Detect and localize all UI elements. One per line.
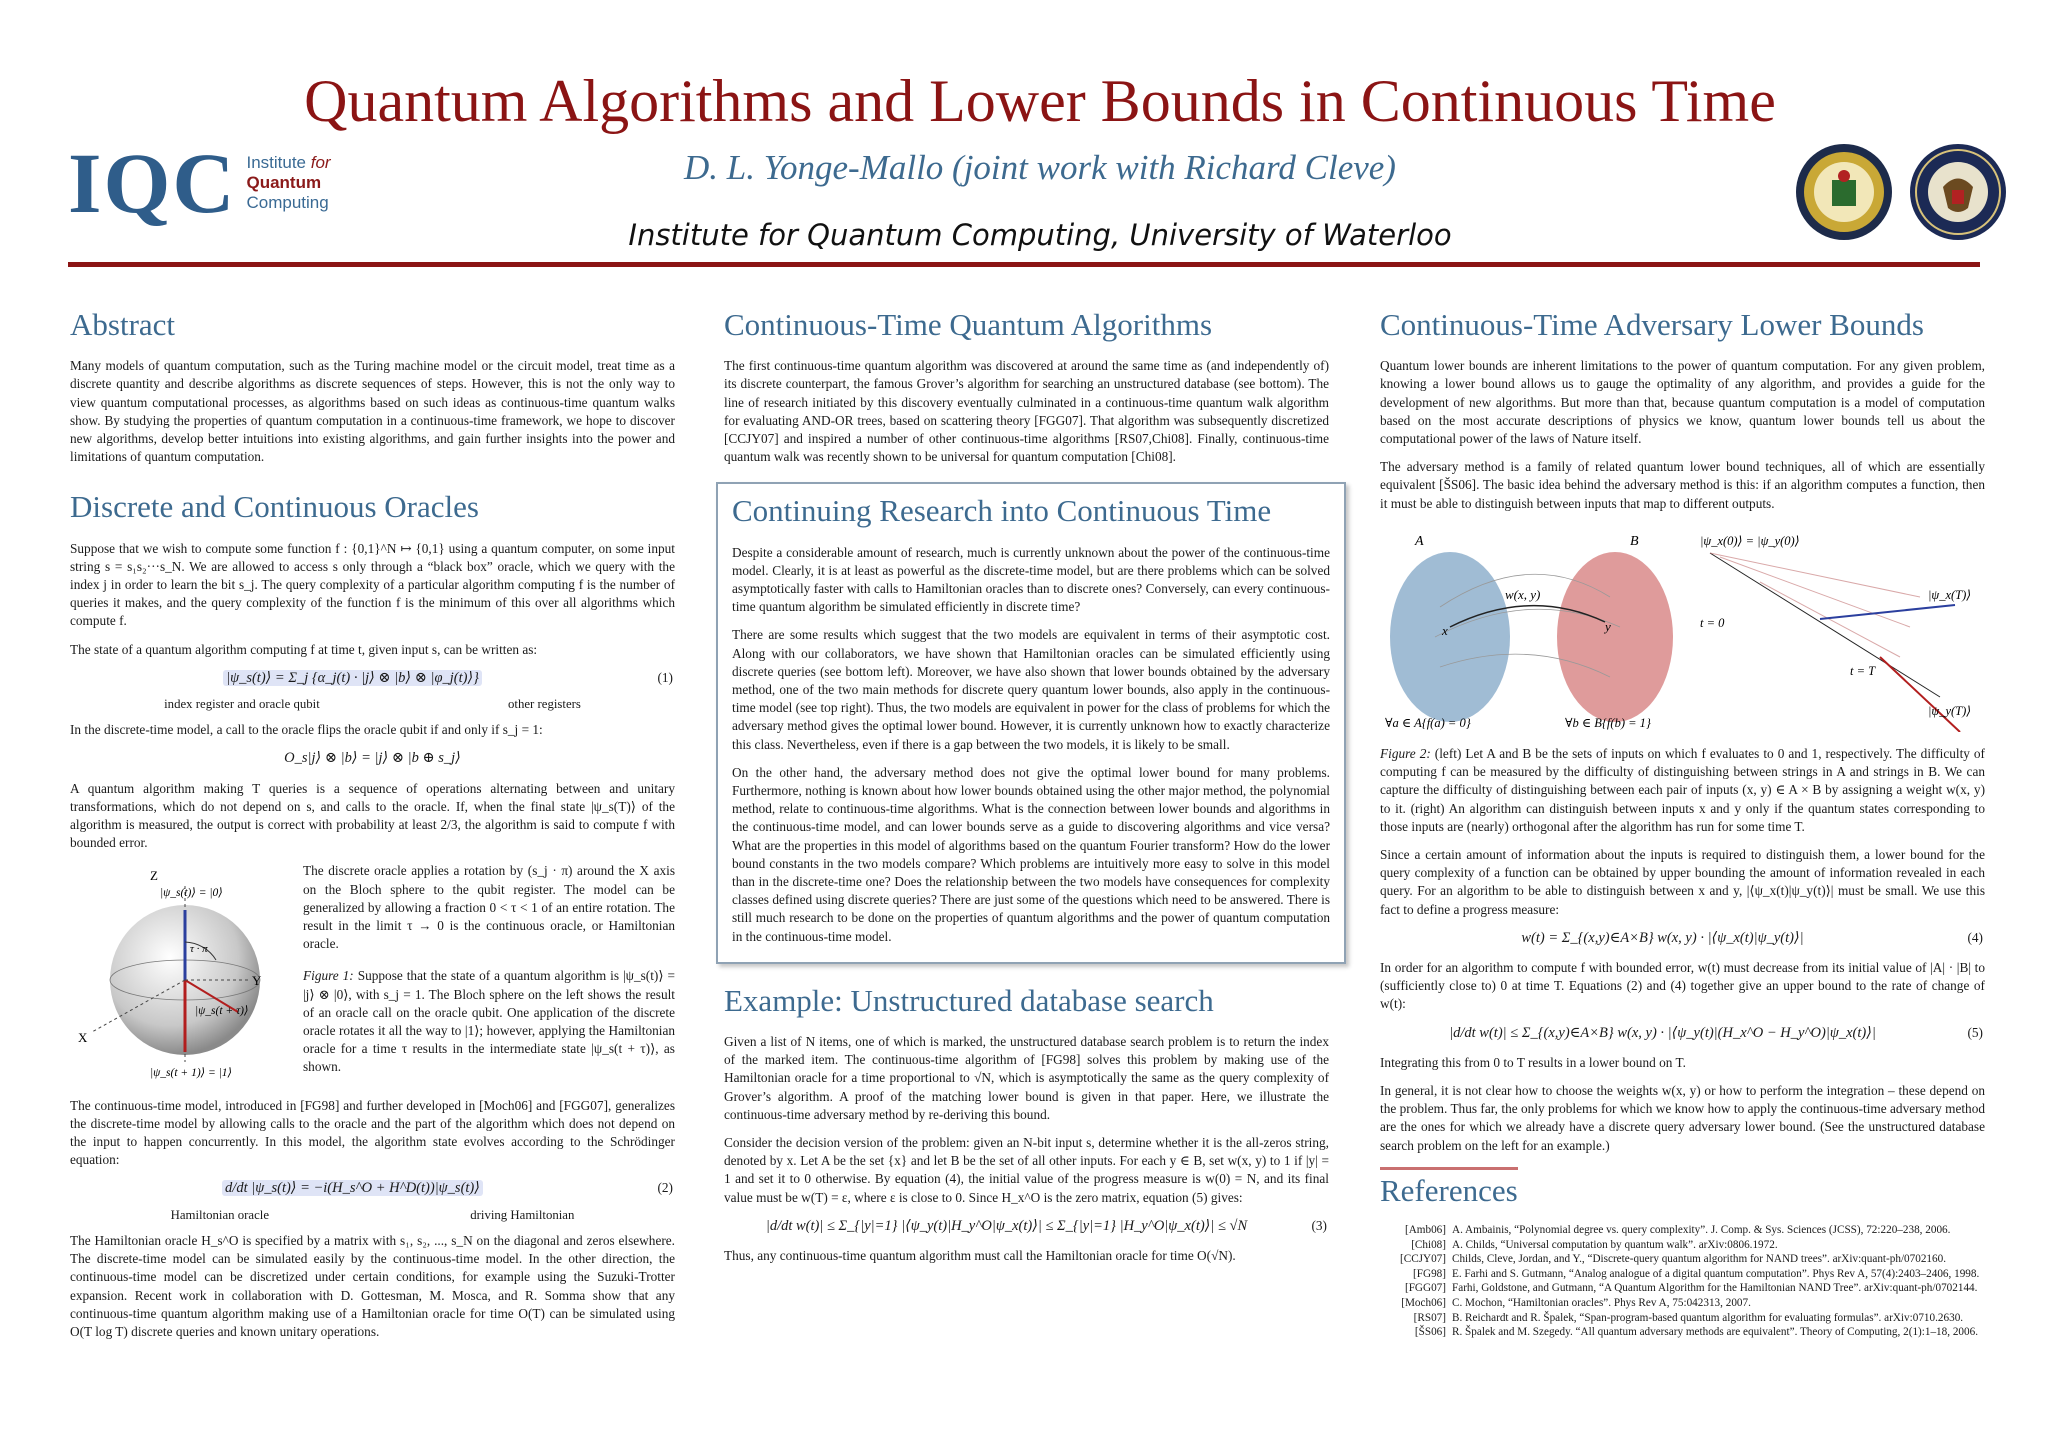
figure-1-label: Figure 1: [303, 968, 354, 984]
example-paragraph-1: Given a list of N items, one of which is marked, the unstructured database search problem is to return the index of the marked item. The continuous-time algorithm of [FG98] solves this problem by making use of the Hamiltonian oracle for a time proportional to √N, which is asymptotically the same as the query complexity of Grover’s algorithm. A proof of the matching lower bound is given in that paper. Here, we illustrate the continuous-time adversary method by re-deriving this bound. [724, 1034, 1329, 1122]
reference-key: [FGG07] [1404, 1282, 1446, 1295]
lower-bounds-paragraph-5: Integrating this from 0 to T results in a lower bound on T. [1380, 1054, 1686, 1070]
reference-item [1380, 1238, 1985, 1253]
reference-item [1380, 1311, 1985, 1326]
lower-bounds-paragraph-1: Quantum lower bounds are inherent limitations to the power of quantum computation. For any given problem, knowing a lower bound allows us to gauge the optimality of any algorithm, and provides a guide for the development of new algorithms. But more than that, because quantum computation is a model of computation based on the most accurate descriptions of physics we know, quantum lower bounds tell us about the computational power of the laws of Nature itself. [1380, 358, 1985, 446]
logo-line2: Quantum [246, 173, 322, 192]
oracles-paragraph-4: A quantum algorithm making T queries is a sequence of operations alternating between and unitary transformations, which do not depend on s, and calls to the oracle. If, when the final state |ψ_s(T)⟩ of the algorithm is measured, the output is correct with probability at least 2/3, the algorithm is said to compute f with bounded error. [70, 780, 675, 851]
lower-bounds-paragraph-2: The adversary method is a family of related quantum lower bound techniques, all of which are essentially equivalent [ŠS06]. The basic idea behind the adversary method is this: if an algorithm computes a function, then it must be able to distinguish between inputs that map to different outputs. [1380, 459, 1985, 511]
fig2-set-a-label: A [1415, 533, 1424, 549]
reference-text: E. Farhi and S. Gutmann, “Analog analogue of a digital quantum computation”. Phys Rev A, 57(4):2403–2406, 1998. [1452, 1267, 1980, 1280]
reference-key: [Amb06] [1404, 1224, 1446, 1237]
bloch-bottom-state: |ψ_s(t + 1)⟩ = |1⟩ [150, 1067, 233, 1080]
fig2-weight-label: w(x, y) [1505, 586, 1541, 602]
reference-item [1380, 1267, 1985, 1282]
reference-item [1380, 1296, 1985, 1311]
reference-key: [CCJY07] [1400, 1253, 1446, 1266]
logo-line1: Institute [246, 153, 307, 172]
column-right [1380, 300, 1985, 1340]
equation-2-annotations [70, 1206, 675, 1224]
annot-index-register: index register and oracle qubit [164, 697, 320, 712]
equation-discrete [70, 749, 675, 767]
fig2-t0-label: t = 0 [1700, 615, 1725, 630]
equation-3 [724, 1217, 1329, 1235]
lower-bounds-paragraph-3: Since a certain amount of information about the inputs is required to distinguish them, a lower bound for the query complexity of a function can be obtained by upper bounding the amount of information revealed in each query. For an algorithm to be able to distinguish between x and y, |⟨ψ_x(t)|ψ_y(t)⟩| must be small. We use this fact to define a progress measure: [1380, 847, 1985, 917]
fig2-set-b-blob [1557, 552, 1673, 722]
poster-authors: D. L. Yonge-Mallo (joint work with Richard Cleve) [684, 148, 1396, 187]
logo-for: for [310, 153, 331, 172]
fig2-x-label: x [1442, 622, 1448, 638]
iqc-logo [68, 135, 331, 231]
logo-letters: IQC [68, 135, 237, 231]
poster-title: Quantum Algorithms and Lower Bounds in Continuous Time [304, 68, 1776, 134]
lower-bounds-paragraph-4: In order for an algorithm to compute f with bounded error, w(t) must decrease from its initial value of |A| · |B| to (sufficiently close to) 0 at time T. Equations (2) and (4) together give an upper bound to the rate of change of w(t): [1380, 960, 1985, 1012]
oracles-paragraph-3: In the discrete-time model, a call to the oracle flips the oracle qubit if and only if s_j = 1: [70, 722, 543, 738]
oracles-paragraph-2: The state of a quantum algorithm computing f at time t, given input s, can be written as: [70, 641, 538, 657]
abstract-heading: Abstract [70, 307, 176, 342]
research-heading: Continuing Research into Continuous Time [732, 493, 1272, 529]
lower-bounds-paragraph-6: In general, it is not clear how to choose the weights w(x, y) or how to perform the integration – these depend on the problem. Thus far, the only problems for which we know how to apply the continuous-time adversary method are the ones for which we already have a discrete query adversary lower bound. (See the unstructured database search problem on the left for an example.) [1380, 1083, 1985, 1153]
bloch-top-state: |ψ_s(t)⟩ = |0⟩ [160, 887, 223, 900]
figure-2-caption-text: (left) Let A and B be the sets of inputs on which f evaluates to 0 and 1, respectively. The difficulty of computing f can be measured by the difficulty of distinguishing between strings in A and strings in B. We can capture the difficulty of distinguishing between each pair of inputs (x, y) ∈ A × B by assigning a weight w(x, y) to it. (right) An algorithm can distinguish between inputs x and y only if the quantum states corresponding to those inputs are (nearly) orthogonal after the algorithm has run for some time T. [1380, 746, 1985, 834]
ctqa-text: The first continuous-time quantum algorithm was discovered at around the same time as (and independently of) its discrete counterpart, the famous Grover’s algorithm for searching an unstructured database (see bottom). The line of research initiated by this discovery eventually culminated in a continuous-time quantum walk algorithm for evaluating AND-OR trees, based on scattering theory [FGG07]. That algorithm was subsequently discretized [CCJY07] and inspired a number of other continuous-time algorithms [RS07,Chi08]. Finally, continuous-time quantum walk was recently shown to be universal for quantum computation [Chi08]. [724, 358, 1329, 465]
reference-key: [Moch06] [1401, 1297, 1446, 1310]
equation-3-number: (3) [1311, 1217, 1327, 1233]
research-box [716, 482, 1346, 963]
reference-text: Childs, Cleve, Jordan, and Y., “Discrete-query quantum algorithm for NAND trees”. arXiv:quant-ph/0702160. [1452, 1253, 1947, 1266]
reference-text: B. Reichardt and R. Špalek, “Span-program-based quantum algorithm for evaluating formulas”. arXiv:0710.2630. [1452, 1311, 1964, 1324]
fig2-psi-y-vector [1880, 657, 1960, 732]
fig2-set-a-blob [1390, 552, 1510, 722]
bloch-sphere-figure [70, 862, 295, 1082]
oracles-paragraph-6: The Hamiltonian oracle H_s^O is specified by a matrix with s₁, s₂, ..., s_N on the diagonal and zeros elsewhere. The discrete-time model can be simulated easily by the continuous-time model. In the other direction, the continuous-time model can be discretized under certain conditions, for example using the Suzuki-Trotter expansion. Recent work in collaboration with D. Gottesman, M. Mosca, and R. Somma show that any continuous-time quantum algorithm making use of a Hamiltonian oracle for time O(T) can be simulated using O(T log T) discrete queries and known unitary operations. [70, 1232, 675, 1339]
oracles-heading: Discrete and Continuous Oracles [70, 489, 479, 525]
reference-item [1380, 1223, 1985, 1238]
annot-other-registers: other registers [508, 697, 581, 712]
fig2-psi-x-label: |ψ_x(T)⟩ [1928, 587, 1972, 602]
abstract-text: Many models of quantum computation, such as the Turing machine model or the circuit model, treat time as a discrete quantity and describe algorithms as discrete sequences of steps. However, this is not the only way to view quantum computational processes, as algorithms based on such ideas as continuous-time quantum walks show. By studying the properties of quantum computation in a continuous-time framework, we hope to discover new algorithms, develop better intuitions into existing algorithms, and gain further insights into the power and limitations of quantum computation. [70, 358, 675, 465]
oracles-paragraph-1: Suppose that we wish to compute some function f : {0,1}^N ↦ {0,1} using a quantum computer, on some input string s = s₁s₂···s_N. We are allowed to access s only through a “black box” oracle, which we query with the index j in order to learn the bit s_j. The query complexity of a particular algorithm computing f is the number of queries it makes, and the query complexity of the function f is the minimum of this over all algorithms which compute f. [70, 540, 675, 629]
reference-text: Farhi, Goldstone, and Gutmann, “A Quantum Algorithm for the Hamiltonian NAND Tree”. arXiv:quant-ph/0702144. [1452, 1282, 1978, 1295]
bloch-x-label: X [78, 1030, 88, 1046]
equation-4 [1380, 929, 1985, 947]
figure-1-description: The discrete oracle applies a rotation by (s_j · π) around the X axis on the Bloch sphere to the qubit register. The model can be generalized by allowing a fraction 0 < τ < 1 of an entire rotation. The result in the limit τ → 0 is the continuous oracle, or Hamiltonian oracle. [303, 863, 675, 952]
poster-header [0, 0, 2048, 270]
header-rule [68, 262, 1980, 267]
lower-bounds-heading: Continuous-Time Adversary Lower Bounds [1380, 307, 1924, 342]
reference-key: [ŠS06] [1414, 1326, 1446, 1339]
reference-key: [FG98] [1413, 1267, 1446, 1280]
column-left [70, 300, 675, 1351]
figure-1-caption-text: Suppose that the state of a quantum algorithm is |ψ_s(t)⟩ = |j⟩ ⊗ |0⟩, with s_j = 1. The Bloch sphere on the left shows the result of an oracle call on the oracle qubit. One application of the discrete oracle rotates it all the way to |1⟩; however, applying the Hamiltonian oracle for a time τ results in the intermediate state |ψ_s(t + τ)⟩, as shown. [303, 968, 676, 1075]
fig2-psi-y-label: |ψ_y(T)⟩ [1928, 703, 1972, 718]
equation-4-body: w(t) = Σ_{(x,y)∈A×B} w(x, y) · |⟨ψ_x(t)|ψ_y(t)⟩| [1521, 929, 1804, 946]
reference-key: [RS07] [1413, 1311, 1446, 1324]
oracles-paragraph-5: The continuous-time model, introduced in [FG98] and further developed in [Moch06] and [FGG07], generalizes the discrete-time model by allowing calls to the oracle and the part of the algorithm which does not depend on the input to happen concurrently. In this model, the algorithm state evolves according to the Schrödinger equation: [70, 1097, 675, 1168]
equation-5-body: |d/dt w(t)| ≤ Σ_{(x,y)∈A×B} w(x, y) · |⟨ψ_y(t)|(H_x^O − H_y^O)|ψ_x(t)⟩| [1449, 1024, 1876, 1041]
fig2-y-label: y [1605, 618, 1611, 634]
annot-driving-hamiltonian: driving Hamiltonian [470, 1207, 575, 1222]
research-paragraph-1: Despite a considerable amount of research, much is currently unknown about the power of the continuous-time model. Clearly, it is at least as powerful as the discrete-time model, but are there problems which can be solved asymptotically faster with calls to Hamiltonian oracles than to discrete ones? Conversely, can every continuous-time quantum algorithm be simulated efficiently in discrete time? [732, 544, 1330, 615]
figure-1-caption [303, 967, 675, 1076]
fig2-tT-label: t = T [1850, 663, 1876, 678]
equation-2 [70, 1179, 675, 1197]
reference-item [1380, 1281, 1985, 1296]
logo-line3: Computing [246, 193, 329, 212]
bloch-mid-state: |ψ_s(t + τ)⟩ [195, 1005, 249, 1018]
fig2-set-a-definition: ∀a ∈ A{f(a) = 0} [1385, 715, 1471, 730]
ctqa-heading: Continuous-Time Quantum Algorithms [724, 307, 1213, 342]
equation-5-number: (5) [1967, 1024, 1983, 1040]
bloch-y-label: Y [252, 973, 262, 989]
equation-2-number: (2) [657, 1180, 673, 1196]
research-paragraph-3: On the other hand, the adversary method does not give the optimal lower bound for many problems. Furthermore, nothing is known about how lower bounds obtained using the other major method, the polynomial method, relate to continuous-time algorithms. What is the connection between lower bounds and algorithms in the continuous-time model, and can lower bounds serve as a guide to discovering algorithms and vice versa? What are the properties in this model of algorithms based on the quantum Fourier transform? How do the lower bound constants in the two models compare? Which problems are intuitively more easy to solve in this model than in the discrete-time one? Does the relationship between the two models have consequences for complexity classes defined using discrete queries? There are just some of the questions which need to be answered. There is still much research to be done on the properties of quantum algorithms and the power of quantum computation in the continuous-time model. [732, 764, 1330, 944]
example-paragraph-3: Thus, any continuous-time quantum algorithm must call the Hamiltonian oracle for time O(√N). [724, 1248, 1236, 1264]
equation-1 [70, 669, 675, 687]
fig2-evolution-ray [1710, 553, 1920, 597]
equation-1-body: |ψ_s(t)⟩ = Σ_j {α_j(t) · |j⟩ ⊗ |b⟩ ⊗ |φ_j(t)⟩} [223, 670, 482, 686]
reference-text: A. Childs, “Universal computation by quantum walk”. arXiv:0806.1972. [1452, 1238, 1778, 1251]
equation-1-number: (1) [657, 669, 673, 685]
fig2-psi-x-vector [1820, 605, 1955, 619]
sponsor-seal-icon [1794, 142, 1894, 242]
references-heading: References [1380, 1167, 1518, 1209]
column-middle [724, 300, 1329, 1275]
equation-2-body: d/dt |ψ_s(t)⟩ = −i(H_s^O + H^D(t))|ψ_s(t)⟩ [222, 1180, 483, 1196]
equation-3-body: |d/dt w(t)| ≤ Σ_{|y|=1} |⟨ψ_y(t)|H_y^O|ψ_x(t)⟩| ≤ Σ_{|y|=1} |H_y^O|ψ_x(t)⟩| ≤ √N [765, 1217, 1248, 1234]
reference-item [1380, 1325, 1985, 1340]
reference-item [1380, 1252, 1985, 1267]
reference-text: R. Špalek and M. Szegedy. “All quantum adversary methods are equivalent”. Theory of Computing, 2(1):1–18, 2006. [1452, 1326, 1979, 1339]
figure-2-label: Figure 2: [1380, 746, 1431, 762]
fig2-evolution-ray [1720, 557, 1910, 627]
poster-affiliation: Institute for Quantum Computing, University of Waterloo [628, 218, 1452, 252]
figure-1 [70, 862, 675, 1086]
reference-key: [Chi08] [1411, 1238, 1446, 1251]
bloch-angle-label: τ · π [190, 943, 208, 956]
nsa-seal-icon [1908, 142, 2008, 242]
equation-1-annotations [70, 695, 675, 713]
reference-text: A. Ambainis, “Polynomial degree vs. query complexity”. J. Comp. & Sys. Sciences (JCSS), 72:220–238, 2006. [1452, 1224, 1951, 1237]
bloch-z-label: Z [150, 868, 158, 884]
fig2-set-b-definition: ∀b ∈ B{f(b) = 1} [1565, 715, 1651, 730]
references-list [1380, 1223, 1985, 1340]
figure-2 [1380, 527, 1985, 732]
figure-1-text [295, 862, 675, 1086]
research-paragraph-2: There are some results which suggest that the two models are equivalent in terms of their asymptotic cost. Along with our collaborators, we have shown that Hamiltonian oracles can be simulated efficiently using discrete queries (see bottom left). Moreover, we have also shown that lower bounds obtained by the adversary method, one of the two main methods for discrete query quantum lower bounds, also apply in the continuous-time model (see top right). Thus, the two models are equivalent in power for the class of problems for which the adversary method gives the optimal lower bound. However, it is currently unknown how to exactly characterize this class. Nevertheless, even if there is a gap between the two models, it is likely to be small. [732, 627, 1330, 752]
figure-2-caption [1380, 745, 1985, 836]
equation-5 [1380, 1024, 1985, 1042]
example-heading: Example: Unstructured database search [724, 982, 1214, 1018]
annot-hamiltonian-oracle: Hamiltonian oracle [170, 1207, 270, 1222]
fig2-evolution-ray [1760, 582, 1900, 657]
equation-discrete-body: O_s|j⟩ ⊗ |b⟩ = |j⟩ ⊗ |b ⊕ s_j⟩ [284, 750, 461, 767]
equation-4-number: (4) [1967, 929, 1983, 945]
reference-text: C. Mochon, “Hamiltonian oracles”. Phys Rev A, 75:042313, 2007. [1452, 1297, 1751, 1310]
fig2-initial-state: |ψ_x(0)⟩ = |ψ_y(0)⟩ [1700, 533, 1800, 548]
sponsor-seals [1794, 142, 2008, 242]
example-paragraph-2: Consider the decision version of the problem: given an N-bit input s, determine whether it is the all-zeros string, denoted by x. Let A be the set {x} and let B be the set of all other inputs. For each y ∈ B, set w(x, y) to 1 if |y| = 1 and set it to 0 otherwise. By equation (4), the initial value of the progress measure is w(0) = N, and its final value must be w(T) = ε, where ε is close to 0. Since H_x^O is the zero matrix, equation (5) gives: [724, 1135, 1329, 1205]
fig2-set-b-label: B [1630, 533, 1639, 549]
